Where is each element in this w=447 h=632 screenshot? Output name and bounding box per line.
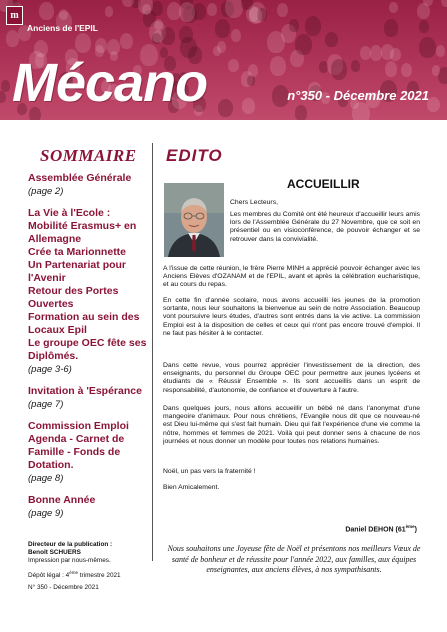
toc-page-ref: (page 8)	[28, 473, 64, 484]
toc-entry	[28, 207, 148, 376]
column-divider	[152, 143, 153, 561]
toc-page-ref: (page 3-6)	[28, 364, 72, 375]
printing-note: Impression par nous-mêmes.	[28, 557, 111, 564]
toc-entry-line: Le groupe OEC fête ses Diplômés.	[28, 337, 147, 362]
toc-entry-line: Agenda - Carnet de Famille - Fonds de Dotation.	[28, 433, 125, 471]
toc-entry-line: Commission Emploi	[28, 420, 129, 432]
toc-entry	[28, 385, 148, 411]
magazine-title: Mécano	[12, 53, 208, 113]
toc-entry-line: Invitation à 'Espérance	[28, 385, 142, 397]
author-photo	[164, 183, 224, 257]
toc-entry-line: Crée ta Marionnette	[28, 246, 127, 258]
edito-label: EDITO	[166, 146, 223, 165]
toc-entry-line: Retour des Portes Ouvertes	[28, 285, 119, 310]
director-label: Directeur de la publication :	[28, 541, 113, 548]
masthead	[0, 0, 447, 120]
toc-entry-line: Formation au sein des Locaux Epil	[28, 311, 140, 336]
logo-letter: m	[10, 10, 19, 21]
director-name: Benoît SCHUERS	[28, 549, 81, 556]
edito-paragraph-5: Dans quelques jours, nous allons accueillir un bébé né dans l'anonymat d'une mangeoire d'animaux. Pour nous chrétiens, l'Evangile nous dit que ce nouveau-né est Dieu lui-même qui s'est fait humain. Dieu qui fait l'expérience d'une vie comme la nôtre, hommes et femmes de 2021. Voilà qui peut donner sens à chacune de nos journées et nous donner un modèle pour toutes nos relations humaines.	[163, 405, 420, 445]
edito-paragraph-7: Bien Amicalement.	[163, 484, 220, 491]
salutation: Chers Lecteurs,	[230, 199, 278, 206]
legal-deposit: Dépôt légal : 4ème trimestre 2021	[28, 570, 121, 580]
toc-entry	[28, 420, 148, 485]
association-name: Anciens de l'EPIL	[27, 23, 98, 33]
edito-paragraph-2: A l'issue de cette réunion, le frère Pierre MINH a apprécié pouvoir échanger avec les Anciens Elèves d'OZANAM et de l'EPIL, avant et après la célébration eucharistique, et au cours du repas.	[163, 265, 420, 289]
toc-entry-line: Mobilité Erasmus+ en Allemagne	[28, 220, 137, 245]
table-of-contents	[28, 172, 148, 529]
toc-entry-line: Un Partenariat pour l'Avenir	[28, 259, 127, 284]
author-signature: Daniel DEHON (61ème)	[345, 524, 417, 534]
edito-heading: ACCUEILLIR	[287, 177, 360, 191]
toc-entry	[28, 172, 148, 198]
issue-line: N° 350 - Décembre 2021	[28, 584, 99, 592]
toc-page-ref: (page 7)	[28, 399, 64, 410]
season-greetings: Nous souhaitons une Joyeuse fête de Noël et présentons nos meilleurs Vœux de santé de bonheur et de réussite pour l'année 2022, aux familles, aux équipes enseignantes, aux anciens élèves, à nos sympathisants.	[167, 544, 421, 574]
toc-entry	[28, 494, 148, 520]
edito-paragraph-4: Dans cette revue, vous pourrez apprécier l'investissement de la direction, des enseignants, du personnel du Groupe OEC pour permettre aux jeunes lycéens et étudiants de « Réussir Ensemble ». Ils sont accueillis dans un esprit de responsabilité, d'autonomie, de confiance et d'ouverture à l'autre.	[163, 362, 420, 394]
issue-number: n°350 - Décembre 2021	[287, 88, 429, 103]
toc-page-ref: (page 2)	[28, 186, 64, 197]
imprint	[28, 541, 146, 592]
toc-entry-line: Assemblée Générale	[28, 172, 132, 184]
edito-paragraph-1: Les membres du Comité ont été heureux d'accueillir leurs amis lors de l'Assemblée Générale du 27 Novembre, que ce soit en présentiel ou en visioconférence, de pouvoir échanger et se retrouver dans la convivialité.	[230, 211, 420, 243]
toc-entry-line: La Vie à l'Ecole :	[28, 207, 111, 219]
sommaire-title: SOMMAIRE	[40, 146, 137, 165]
edito-paragraph-3: En cette fin d'année scolaire, nous avons accueilli les jeunes de la promotion sortante, nous leur souhaitons la bienvenue au sein de notre Association. Beaucoup vont poursuivre leurs études, d'autres sont entrés dans la vie active. La commission Emploi est à la disposition de celles et ceux qui n'ont pas encore trouvé d'emploi. Il ne faut pas hésiter à le contacter.	[163, 297, 420, 337]
epil-logo	[6, 6, 23, 25]
toc-entry-line: Bonne Année	[28, 494, 96, 506]
toc-page-ref: (page 9)	[28, 508, 64, 519]
edito-paragraph-6: Noël, un pas vers la fraternité !	[163, 468, 256, 475]
